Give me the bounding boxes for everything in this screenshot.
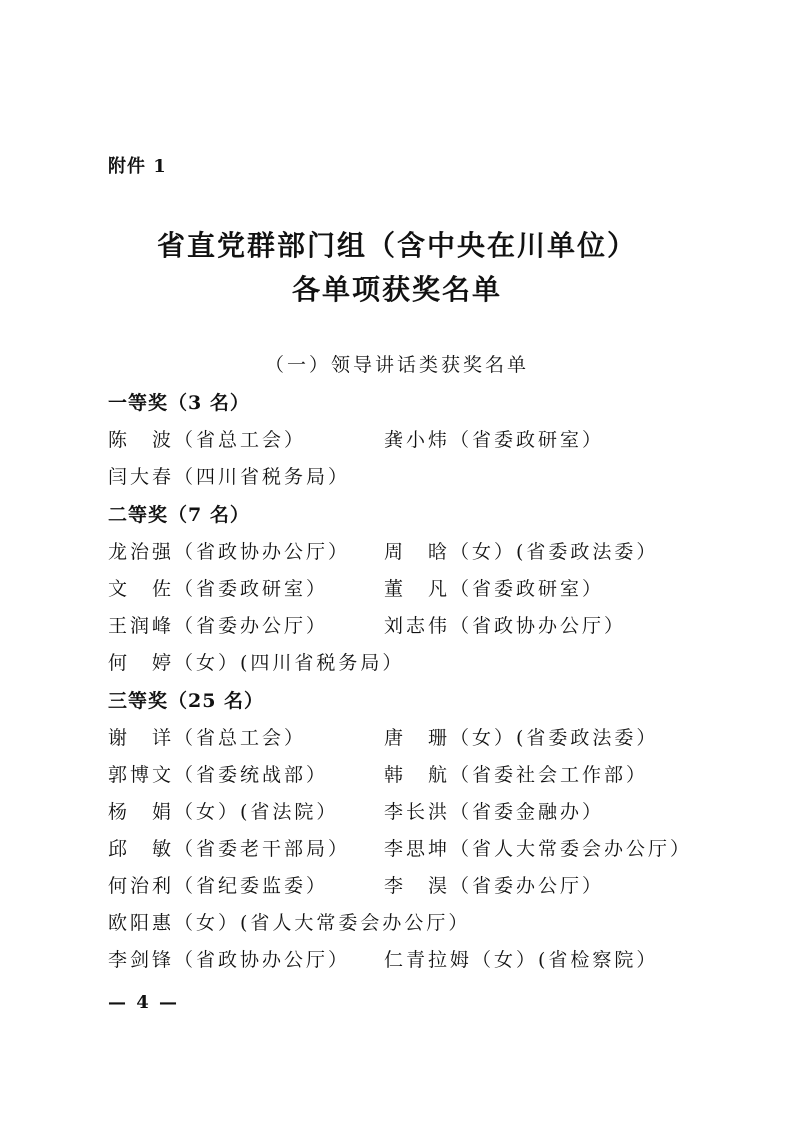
list-item: 王润峰（省委办公厅） <box>108 615 329 637</box>
list-item: 仁青拉姆（女）(省检察院） <box>384 949 659 971</box>
list-item: 文 佐（省委政研室） <box>108 578 329 600</box>
list-item: 刘志伟（省政协办公厅） <box>384 615 627 637</box>
list-item: 李剑锋（省政协办公厅） <box>108 949 351 971</box>
list-item: 欧阳惠（女）(省人大常委会办公厅） <box>108 912 471 934</box>
list-item: 陈 波（省总工会） <box>108 429 307 451</box>
list-item: 李思坤（省人大常委会办公厅） <box>384 838 693 860</box>
second-prize-heading: 二等奖（7 名） <box>108 504 250 526</box>
attachment-label: 附件 1 <box>108 156 167 177</box>
document-title-line-1: 省直党群部门组（含中央在川单位） <box>156 229 637 262</box>
list-item: 周 晗（女）(省委政法委） <box>384 541 659 563</box>
list-item: 谢 详（省总工会） <box>108 727 307 749</box>
list-item: 郭博文（省委统战部） <box>108 764 329 786</box>
list-item: 龙治强（省政协办公厅） <box>108 541 351 563</box>
list-item: 李 淏（省委办公厅） <box>384 875 605 897</box>
list-item: 何治利（省纪委监委） <box>108 875 329 897</box>
list-item: 董 凡（省委政研室） <box>384 578 605 600</box>
list-item: 闫大春（四川省税务局） <box>108 466 351 488</box>
list-item: 韩 航（省委社会工作部） <box>384 764 649 786</box>
section-title: （一）领导讲话类获奖名单 <box>264 354 529 376</box>
list-item: 李长洪（省委金融办） <box>384 801 605 823</box>
first-prize-heading: 一等奖（3 名） <box>108 392 250 414</box>
third-prize-heading: 三等奖（25 名） <box>108 690 265 712</box>
list-item: 杨 娟（女）(省法院） <box>108 801 339 823</box>
document-title-line-2: 各单项获奖名单 <box>291 273 502 306</box>
list-item: 何 婷（女）(四川省税务局） <box>108 652 405 674</box>
list-item: 邱 敏（省委老干部局） <box>108 838 351 860</box>
page-number: — 4 — <box>108 992 180 1013</box>
list-item: 龚小炜（省委政研室） <box>384 429 605 451</box>
list-item: 唐 珊（女）(省委政法委） <box>384 727 659 749</box>
